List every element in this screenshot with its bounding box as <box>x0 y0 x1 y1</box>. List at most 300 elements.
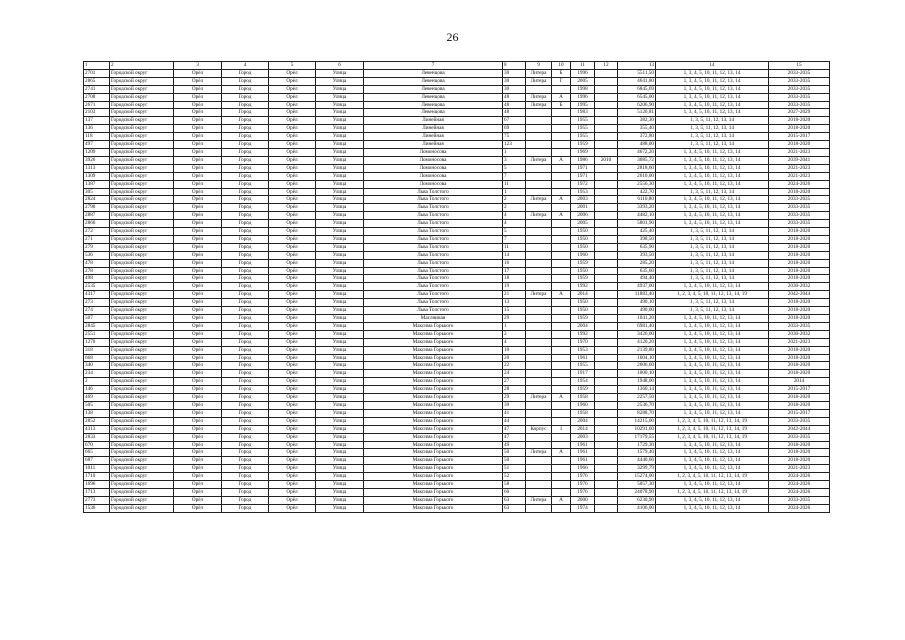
table-cell: 1958 <box>571 394 595 402</box>
table-cell: Город <box>222 117 269 125</box>
table-cell <box>595 307 618 315</box>
table-cell: 11 <box>503 180 526 188</box>
table-cell: Городской округ <box>110 204 174 212</box>
table-cell: Г <box>552 77 571 85</box>
table-cell <box>526 378 552 386</box>
table-cell: 5 <box>503 228 526 236</box>
table-cell: А <box>552 156 571 164</box>
table-row <box>84 93 830 101</box>
table-cell: Орёл <box>174 220 222 228</box>
table-cell <box>595 220 618 228</box>
table-cell <box>595 362 618 370</box>
table-cell: Городской округ <box>110 125 174 133</box>
table-cell: 273 <box>84 299 110 307</box>
table-cell: 425,40 <box>618 228 656 236</box>
table-cell: 1, 3, 4, 5, 10, 11, 12, 13, 14 <box>656 156 769 164</box>
table-cell <box>595 425 618 433</box>
table-cell <box>552 204 571 212</box>
table-cell: 1966 <box>571 465 595 473</box>
table-cell: 2033-2035 <box>769 69 830 77</box>
table-cell: Орёл <box>269 148 316 156</box>
table-cell: 2833 <box>84 433 110 441</box>
table-cell: 1, 3, 4, 5, 10, 11, 12, 13, 14 <box>656 441 769 449</box>
table-cell <box>595 433 618 441</box>
table-cell: Улица <box>316 409 364 417</box>
table-cell: Льва Толстого <box>364 291 503 299</box>
column-header: 1 <box>84 62 110 70</box>
table-cell: Городской округ <box>110 251 174 259</box>
table-cell: Улица <box>316 457 364 465</box>
table-cell: Льва Толстого <box>364 204 503 212</box>
table-cell: 2024-2026 <box>769 473 830 481</box>
table-cell: 318 <box>84 346 110 354</box>
table-cell: 1, 3, 4, 5, 10, 11, 12, 13, 14 <box>656 322 769 330</box>
table-cell: Орёл <box>269 378 316 386</box>
table-cell: Льва Толстого <box>364 259 503 267</box>
table-cell: 1, 3, 4, 5, 10, 11, 12, 13, 14 <box>656 386 769 394</box>
table-cell: Городской округ <box>110 433 174 441</box>
table-cell: 2018-2020 <box>769 267 830 275</box>
table-cell <box>552 125 571 133</box>
table-cell: Городской округ <box>110 307 174 315</box>
table-cell: Улица <box>316 267 364 275</box>
table-cell: 340 <box>84 362 110 370</box>
table-row <box>84 69 830 77</box>
table-row <box>84 473 830 481</box>
table-cell: Орёл <box>269 370 316 378</box>
table-cell: 1579,40 <box>618 449 656 457</box>
table-cell: Улица <box>316 488 364 496</box>
table-cell: Городской округ <box>110 465 174 473</box>
table-cell: Орёл <box>174 299 222 307</box>
table-cell: 1, 3, 5, 11, 12, 13, 14 <box>656 299 769 307</box>
table-cell: Максима Горького <box>364 354 503 362</box>
table-cell: Орёл <box>174 212 222 220</box>
table-row <box>84 235 830 243</box>
table-cell: Улица <box>316 109 364 117</box>
table-cell: Городской округ <box>110 496 174 504</box>
table-cell: 1, 3, 5, 11, 12, 13, 14 <box>656 275 769 283</box>
table-cell: Орёл <box>174 141 222 149</box>
table-cell: 1961 <box>571 354 595 362</box>
table-cell <box>552 283 571 291</box>
table-cell: Город <box>222 322 269 330</box>
table-cell: Город <box>222 473 269 481</box>
table-cell: Городской округ <box>110 315 174 323</box>
table-cell: Улица <box>316 378 364 386</box>
column-header: 10 <box>552 62 571 70</box>
table-cell: Орёл <box>174 117 222 125</box>
table-cell: 1961 <box>571 457 595 465</box>
table-cell: Город <box>222 109 269 117</box>
table-cell: Город <box>222 481 269 489</box>
table-cell: 1, 3, 5, 11, 12, 13, 14 <box>656 133 769 141</box>
table-cell: Улица <box>316 117 364 125</box>
table-cell: 2014 <box>769 378 830 386</box>
table-cell: Орёл <box>174 354 222 362</box>
table-cell: 668 <box>84 354 110 362</box>
table-cell: 1955 <box>571 117 595 125</box>
table-cell: Городской округ <box>110 235 174 243</box>
table-cell: 1309 <box>84 172 110 180</box>
table-cell: Левенцова <box>364 101 503 109</box>
table-cell <box>526 433 552 441</box>
table-cell: Ломоносова <box>364 172 503 180</box>
table-cell <box>595 212 618 220</box>
table-cell: Городской округ <box>110 69 174 77</box>
table-cell: 2030-2032 <box>769 283 830 291</box>
table-cell: 2 <box>503 196 526 204</box>
table-row <box>84 457 830 465</box>
table-cell: Город <box>222 315 269 323</box>
table-cell: 2014 <box>571 425 595 433</box>
table-cell: 2708 <box>84 93 110 101</box>
table-cell: 39 <box>503 401 526 409</box>
table-cell: Ломоносова <box>364 156 503 164</box>
table-cell: 635,90 <box>618 243 656 251</box>
table-cell: 58 <box>503 481 526 489</box>
table-cell: Город <box>222 196 269 204</box>
table-cell <box>595 267 618 275</box>
table-cell: 21 <box>503 291 526 299</box>
table-cell: 1958 <box>571 409 595 417</box>
table-cell: 18 <box>503 275 526 283</box>
table-cell: 2033-2035 <box>769 417 830 425</box>
table-cell: 1950 <box>571 243 595 251</box>
table-cell: Улица <box>316 465 364 473</box>
table-cell: Орёл <box>269 172 316 180</box>
table-cell: Литера <box>526 496 552 504</box>
table-cell <box>526 338 552 346</box>
table-cell: 1953 <box>571 346 595 354</box>
table-cell <box>526 322 552 330</box>
table-cell: 2 <box>503 204 526 212</box>
table-cell: Орёл <box>269 259 316 267</box>
table-cell: Улица <box>316 433 364 441</box>
table-cell: А <box>552 449 571 457</box>
table-row <box>84 354 830 362</box>
table-cell: 20 <box>503 354 526 362</box>
table-cell: Льва Толстого <box>364 251 503 259</box>
table-cell: Орёл <box>174 425 222 433</box>
table-cell: 536 <box>84 251 110 259</box>
table-row <box>84 465 830 473</box>
table-cell: Улица <box>316 481 364 489</box>
table-cell: 1969 <box>571 148 595 156</box>
table-cell: 28 <box>503 386 526 394</box>
table-cell: Городской округ <box>110 220 174 228</box>
table-cell: 1959 <box>571 259 595 267</box>
table-cell <box>526 164 552 172</box>
table-cell <box>595 394 618 402</box>
table-cell: 8288,70 <box>618 409 656 417</box>
table-cell: 2018-2020 <box>769 117 830 125</box>
page-number: 26 <box>446 30 459 44</box>
table-cell: 2033-2035 <box>769 204 830 212</box>
table-cell: Орёл <box>174 283 222 291</box>
table-cell: Город <box>222 417 269 425</box>
table-row <box>84 401 830 409</box>
table-cell <box>526 488 552 496</box>
table-cell <box>595 85 618 93</box>
table-cell <box>595 465 618 473</box>
table-cell <box>595 172 618 180</box>
table-cell: Б <box>552 101 571 109</box>
table-cell: Орёл <box>269 133 316 141</box>
table-cell: 507 <box>84 315 110 323</box>
table-cell <box>526 180 552 188</box>
table-cell <box>526 220 552 228</box>
table-cell: Улица <box>316 141 364 149</box>
table-cell: Орёл <box>269 481 316 489</box>
table-cell: 2021-2023 <box>769 164 830 172</box>
table-cell: 4317 <box>84 291 110 299</box>
table-cell <box>526 228 552 236</box>
table-cell: 1959 <box>571 386 595 394</box>
table-cell <box>552 141 571 149</box>
table-cell <box>595 496 618 504</box>
table-cell: Город <box>222 488 269 496</box>
table-cell: 1 <box>503 188 526 196</box>
table-cell: 1270 <box>84 338 110 346</box>
table-cell: 1954 <box>571 378 595 386</box>
table-cell: Орёл <box>174 180 222 188</box>
table-cell <box>595 235 618 243</box>
table-cell: 1, 3, 4, 5, 10, 11, 12, 13, 14 <box>656 101 769 109</box>
table-cell: 1, 3, 4, 5, 10, 11, 12, 13, 14 <box>656 212 769 220</box>
table-cell: Город <box>222 180 269 188</box>
table-cell: 1, 2, 3, 4, 5, 10, 11, 12, 13, 14, 19 <box>656 291 769 299</box>
table-cell <box>552 409 571 417</box>
table-cell: Линейная <box>364 141 503 149</box>
table-row <box>84 101 830 109</box>
table-cell <box>526 354 552 362</box>
table-cell <box>595 441 618 449</box>
table-cell: 1998 <box>571 85 595 93</box>
table-cell: 2024-2026 <box>769 504 830 512</box>
table-cell: Ломоносова <box>364 164 503 172</box>
table-cell: 2030-2032 <box>769 330 830 338</box>
table-cell: Городской округ <box>110 370 174 378</box>
table-row <box>84 133 830 141</box>
table-cell: 2018-2020 <box>769 346 830 354</box>
table-cell: Город <box>222 346 269 354</box>
table-row <box>84 251 830 259</box>
table-cell: Улица <box>316 235 364 243</box>
table-row <box>84 196 830 204</box>
table-body <box>84 69 830 512</box>
table-cell: 1950 <box>571 299 595 307</box>
table-cell: 1955 <box>571 133 595 141</box>
table-cell: Максима Горького <box>364 473 503 481</box>
table-cell: 1950 <box>571 228 595 236</box>
table-cell: Город <box>222 235 269 243</box>
table-cell <box>552 473 571 481</box>
table-cell: Орёл <box>269 417 316 425</box>
table-cell: Город <box>222 93 269 101</box>
table-cell: Ломоносова <box>364 148 503 156</box>
table-cell: Ломоносова <box>364 180 503 188</box>
table-cell: Улица <box>316 346 364 354</box>
table-cell: Максима Горького <box>364 433 503 441</box>
table-cell: 1, 3, 5, 11, 12, 13, 14 <box>656 251 769 259</box>
table-cell <box>552 164 571 172</box>
table-cell: 2852 <box>84 417 110 425</box>
table-cell: Город <box>222 449 269 457</box>
table-cell: 2018-2020 <box>769 188 830 196</box>
table-cell <box>552 228 571 236</box>
table-cell: Орёл <box>174 291 222 299</box>
table-cell <box>526 141 552 149</box>
table-cell: Улица <box>316 180 364 188</box>
table-cell: Литера <box>526 212 552 220</box>
table-cell: 2536,70 <box>618 401 656 409</box>
table-cell <box>552 338 571 346</box>
table-cell: Городской округ <box>110 409 174 417</box>
table-cell: 1, 3, 4, 5, 10, 11, 12, 13, 14 <box>656 77 769 85</box>
table-cell: Улица <box>316 425 364 433</box>
table-cell: Орёл <box>269 243 316 251</box>
table-cell: Улица <box>316 156 364 164</box>
table-row <box>84 488 830 496</box>
table-cell: Город <box>222 85 269 93</box>
table-cell: 1972 <box>571 180 595 188</box>
table-cell <box>595 417 618 425</box>
table-cell: 15 <box>503 307 526 315</box>
table-cell <box>552 109 571 117</box>
table-cell: Максима Горького <box>364 370 503 378</box>
table-row <box>84 338 830 346</box>
table-cell <box>552 307 571 315</box>
table-cell: Город <box>222 164 269 172</box>
table-row <box>84 504 830 512</box>
table-cell: Городской округ <box>110 378 174 386</box>
column-header: 9 <box>526 62 552 70</box>
table-cell: 1, 2, 3, 4, 5, 10, 11, 12, 13, 14, 19 <box>656 473 769 481</box>
table-cell: 5 <box>503 164 526 172</box>
table-cell: Орёл <box>269 488 316 496</box>
table-cell: Орёл <box>174 330 222 338</box>
table-cell <box>552 299 571 307</box>
column-header: 6 <box>316 62 364 70</box>
table-cell: 2001 <box>571 204 595 212</box>
table-cell: 2021-2023 <box>769 465 830 473</box>
table-cell: Литера <box>526 196 552 204</box>
table-cell <box>595 488 618 496</box>
table-cell: 2535 <box>84 283 110 291</box>
table-cell: 6206,90 <box>618 101 656 109</box>
table-cell <box>552 465 571 473</box>
table-cell: 1 <box>552 425 571 433</box>
table-cell <box>595 77 618 85</box>
table-cell: 2671 <box>84 101 110 109</box>
table-cell: Улица <box>316 330 364 338</box>
table-cell: 50 <box>503 449 526 457</box>
table-cell: 50 <box>503 457 526 465</box>
table-cell: 1, 3, 4, 5, 10, 11, 12, 13, 14 <box>656 204 769 212</box>
table-cell: Городской округ <box>110 299 174 307</box>
table-cell: Орёл <box>174 378 222 386</box>
table-cell: 6230,90 <box>618 496 656 504</box>
table-cell: Улица <box>316 441 364 449</box>
table-cell <box>595 299 618 307</box>
table-cell <box>595 283 618 291</box>
table-cell: 2018-2020 <box>769 315 830 323</box>
table-cell: Орёл <box>174 441 222 449</box>
table-cell: Орёл <box>269 307 316 315</box>
table-cell: Городской округ <box>110 156 174 164</box>
table-cell: 490,10 <box>618 299 656 307</box>
table-cell <box>595 504 618 512</box>
table-cell <box>526 346 552 354</box>
table-cell: 355,40 <box>618 125 656 133</box>
table-cell: 60 <box>503 488 526 496</box>
table-cell <box>526 401 552 409</box>
table-cell: 1011 <box>84 465 110 473</box>
table-cell: Орёл <box>269 354 316 362</box>
header-row <box>84 62 830 70</box>
table-cell: Орёл <box>269 362 316 370</box>
table-row <box>84 496 830 504</box>
table-cell: Орёл <box>174 370 222 378</box>
table-row <box>84 228 830 236</box>
table-cell: 1710 <box>84 473 110 481</box>
table-cell: Орёл <box>269 338 316 346</box>
table-cell: 14215,00 <box>618 417 656 425</box>
table-cell: Улица <box>316 251 364 259</box>
table-cell <box>526 148 552 156</box>
table-cell: Литера <box>526 394 552 402</box>
table-cell: Левенцова <box>364 85 503 93</box>
table-cell: Город <box>222 267 269 275</box>
table-cell: Линейная <box>364 117 503 125</box>
table-row <box>84 449 830 457</box>
table-cell: 1, 3, 4, 5, 10, 11, 12, 13, 14 <box>656 283 769 291</box>
table-cell: Улица <box>316 101 364 109</box>
table-cell: Литера <box>526 449 552 457</box>
table-cell: Улица <box>316 354 364 362</box>
table-cell: Улица <box>316 322 364 330</box>
table-cell: Орёл <box>269 315 316 323</box>
table-cell: Орёл <box>174 401 222 409</box>
table-cell: Линейная <box>364 125 503 133</box>
table-cell: Максима Горького <box>364 409 503 417</box>
table-cell <box>595 409 618 417</box>
table-cell: Город <box>222 504 269 512</box>
table-cell: Городской округ <box>110 449 174 457</box>
table-cell: 272 <box>84 228 110 236</box>
table-cell: Городской округ <box>110 401 174 409</box>
table-cell: 2018-2020 <box>769 299 830 307</box>
table-cell <box>526 362 552 370</box>
table-cell: Город <box>222 188 269 196</box>
column-header: 13 <box>618 62 656 70</box>
table-cell <box>595 133 618 141</box>
table-cell <box>526 457 552 465</box>
table-cell <box>526 386 552 394</box>
table-row <box>84 425 830 433</box>
table-cell: Орёл <box>174 473 222 481</box>
table-cell: Орёл <box>174 109 222 117</box>
table-cell: 1917 <box>571 370 595 378</box>
table-cell: Улица <box>316 77 364 85</box>
table-cell: 1976 <box>571 488 595 496</box>
table-cell <box>552 251 571 259</box>
table-cell <box>595 196 618 204</box>
table-cell: Орёл <box>174 164 222 172</box>
table-cell: Б <box>552 69 571 77</box>
table-cell: 2866 <box>84 220 110 228</box>
